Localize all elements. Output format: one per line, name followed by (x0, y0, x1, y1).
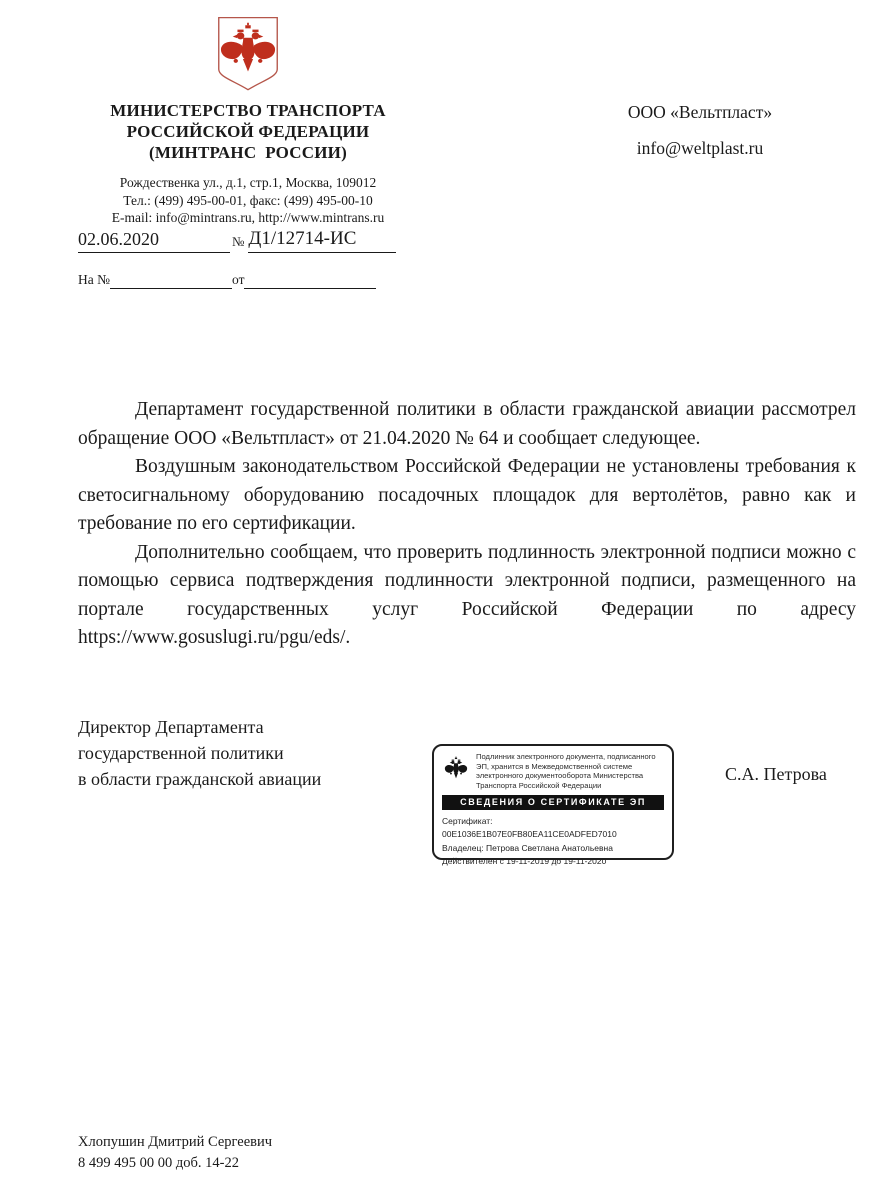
signer-title-line-1: Директор Департамента (78, 717, 264, 737)
executor-phone: 8 499 495 00 00 доб. 14-22 (78, 1154, 239, 1171)
document-number: Д1/12714-ИС (248, 228, 396, 253)
stamp-eagle-icon (442, 752, 470, 784)
letterhead-contacts (62, 174, 434, 227)
russia-emblem-icon (214, 14, 282, 94)
ref-from-label: от (232, 272, 245, 287)
recipient-block (578, 101, 822, 159)
signer-name: С.А. Петрова (725, 764, 827, 784)
stamp-header-text: Подлинник электронного документа, подписанного ЭП, хранится в Межведомственной системе электронного документооборота Министерства Транспорта Российской Федерации (476, 752, 656, 791)
date-number-row (78, 228, 396, 253)
reference-row (78, 272, 376, 289)
signature-block (78, 714, 857, 874)
stamp-banner: СВЕДЕНИЯ О СЕРТИФИКАТЕ ЭП (442, 795, 664, 810)
letter-body (78, 396, 856, 653)
digital-signature-stamp (432, 744, 674, 867)
stamp-owner-line: Владелец: Петрова Светлана Анатольевна (442, 842, 613, 853)
ministry-line-1: МИНИСТЕРСТВО ТРАНСПОРТА (110, 101, 386, 120)
ref-number-blank-line (110, 288, 232, 289)
coat-of-arms (62, 14, 434, 94)
document-date: 02.06.2020 (78, 229, 230, 253)
executor-block (78, 1132, 272, 1173)
recipient-name: ООО «Вельтпласт» (627, 102, 773, 122)
stamp-certificate-line: Сертификат: 00E1036E1B07E0FB80EA11CE0ADFED7010 (442, 815, 617, 840)
ministry-name (62, 100, 434, 163)
ref-date-blank-line (244, 288, 376, 289)
stamp-validity-line: Действителен с 19-11-2019 до 19-11-2020 (442, 856, 607, 867)
ministry-line-2: РОССИЙСКОЙ ФЕДЕРАЦИИ (126, 122, 370, 141)
number-sign: № (232, 234, 245, 249)
stamp-header (442, 752, 664, 791)
ref-label: На № (78, 272, 110, 287)
letterhead-address: Рождественка ул., д.1, стр.1, Москва, 109012 (119, 175, 377, 190)
recipient-email: info@weltplast.ru (636, 138, 764, 158)
signer-title (78, 714, 398, 792)
letterhead (62, 14, 434, 227)
letterhead-email-web: E-mail: info@mintrans.ru, http://www.mintrans.ru (111, 210, 385, 225)
body-paragraph-3: Дополнительно сообщаем, что проверить подлинность электронной подписи можно с помощью сервиса подтверждения подлинности электронной подписи, размещенного на портале государственных услуг Российской Федерации по адресу https://www.gosuslugi.ru/pgu/eds/. (78, 541, 856, 648)
body-paragraph-2: Воздушным законодательством Российской Федерации не установлены требования к светосигнальному оборудованию посадочных площадок для вертолётов, равно как и требование по его сертификации. (78, 456, 856, 534)
executor-name: Хлопушин Дмитрий Сергеевич (78, 1134, 273, 1150)
signer-title-line-2: государственной политики (78, 743, 284, 763)
signer-title-line-3: в области гражданской авиации (78, 769, 322, 789)
ministry-line-3: (МИНТРАНС РОССИИ) (149, 143, 347, 162)
letterhead-phone-fax: Тел.: (499) 495-00-01, факс: (499) 495-00-10 (123, 192, 373, 208)
body-paragraph-1: Департамент государственной политики в области гражданской авиации рассмотрел обращение ООО «Вельтпласт» от 21.04.2020 № 64 и сообщает следующее. (78, 399, 856, 449)
